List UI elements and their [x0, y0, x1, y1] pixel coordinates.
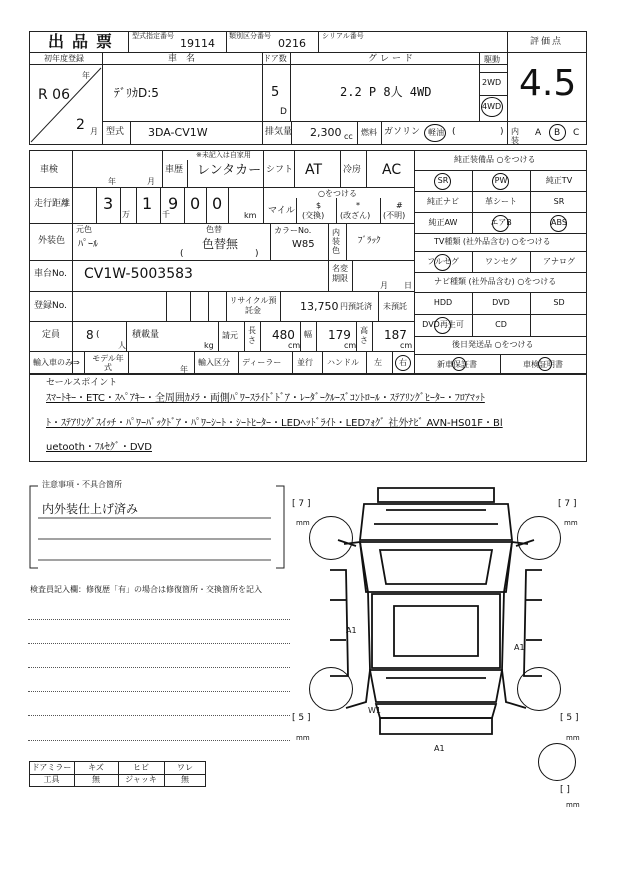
legend-cell: 無	[181, 775, 189, 784]
sales-point-line-1: ｽﾏｰﾄｷｰ・ETC・ｽﾍﾟｱｷｰ・全周囲ｶﾒﾗ・両側ﾊﾟﾜｰｽﾗｲﾄﾞﾄﾞｱ・ﾚｰﾀﾞｰｸﾙｰｽﾞｺﾝﾄﾛｰﾙ・ｽﾃｱﾘﾝｸﾞﾋｰﾀｰ・ﾌﾛｱﾏｯﾄ	[46, 393, 485, 404]
tv-divider	[530, 251, 531, 272]
mileage-hash: #	[396, 201, 403, 210]
drive-2wd: 2WD	[482, 78, 502, 87]
history-value: レンタカー	[197, 163, 262, 178]
mileage-mile: マイル	[268, 206, 295, 216]
model-year-label: モデル年式	[92, 354, 124, 372]
mileage-digit-4: 0	[190, 194, 201, 213]
handle-right: 右	[399, 358, 407, 367]
factory-item: SR	[437, 175, 449, 185]
fuel-label: 燃料	[361, 128, 377, 137]
import-dealer: ディーラー	[242, 358, 282, 367]
tv-divider	[472, 251, 473, 272]
nav-item: SD	[553, 298, 565, 307]
mm-fr: mm	[564, 519, 578, 527]
interior-a: A	[535, 128, 542, 138]
ac-label: 冷房	[343, 165, 362, 175]
color-no-label: カラーNo.	[274, 226, 312, 235]
tv-item: ワンセグ	[485, 256, 517, 266]
model-label: 型式	[106, 127, 125, 137]
nav-divider	[530, 314, 531, 336]
history-label: 車歴	[165, 165, 184, 175]
model-code: 3DA-CV1W	[148, 126, 208, 139]
width-value: 179	[328, 328, 351, 342]
legend-col	[74, 761, 75, 787]
orig-color-label: 元色	[76, 225, 92, 234]
fuel-paren-close: )	[500, 127, 504, 137]
drive-label: 駆動	[484, 55, 500, 64]
factory-item: PW	[494, 175, 508, 185]
factory-divider	[472, 212, 473, 233]
nav-rowline	[414, 314, 587, 315]
mileage-label: 走行距離	[34, 199, 71, 209]
legend-col	[118, 761, 119, 787]
factory-item: 純正ナビ	[427, 196, 459, 206]
serial-label: シリアル番号	[322, 32, 364, 40]
legend-cell: キズ	[88, 763, 104, 772]
legend-cell: ジャッキ	[125, 775, 157, 784]
load-unit: kg	[204, 341, 214, 350]
nav-circle	[434, 317, 451, 334]
notes-text: 内外装仕上げ済み	[42, 502, 139, 516]
mileage-digit-5: 0	[212, 194, 223, 213]
inspector-note: 検査員記入欄：修復歴「有」の場合は修復箇所・交換箇所を記入	[30, 585, 262, 594]
width-unit: cm	[344, 341, 357, 350]
mileage-unit-km: km	[244, 211, 257, 220]
factory-circle	[492, 215, 509, 232]
sales-point-line-3: uetooth・ﾌﾙｾｸﾞ・DVD	[46, 442, 152, 453]
class-no-label: 類別区分番号	[229, 32, 271, 40]
int-color-label: 内装色	[332, 228, 340, 255]
wheel-front-right	[517, 516, 561, 560]
grade-value: 2.2 P 8人 4WD	[340, 85, 432, 99]
tv-title: TV種類 (社外品含む) ○をつける	[434, 237, 551, 246]
handle-label: ハンドル	[327, 358, 359, 367]
length-label: 長さ	[248, 326, 256, 345]
factory-divider	[530, 191, 531, 212]
orig-color: ﾊﾟｰﾙ	[78, 239, 98, 250]
later-item: 新車保証書	[437, 360, 477, 369]
inspection-month: 月	[147, 177, 155, 186]
mileage-star: *	[356, 201, 360, 210]
color-change-value: 色替無	[202, 237, 239, 251]
sheet-title: 出品票	[48, 32, 121, 51]
width-label: 幅	[304, 330, 312, 339]
nav-title: ナビ種類 (社外品含む) ○をつける	[434, 277, 557, 286]
evaluation-score: 4.5	[519, 63, 577, 104]
interior-b-circle	[549, 124, 566, 141]
length-unit: cm	[288, 341, 301, 350]
mileage-circle-note: ○をつける	[318, 189, 357, 198]
factory-rowline	[414, 191, 587, 192]
handle-right-circle	[395, 355, 411, 371]
damage-mark-1: A1	[346, 626, 357, 635]
mileage-unit-man: 万	[122, 210, 130, 219]
nav-divider	[472, 292, 473, 314]
recycle-unit: 円預託済	[340, 302, 372, 311]
type-no-label: 型式指定番号	[132, 32, 174, 40]
load-label: 積載量	[132, 330, 160, 340]
damage-mark-4: A1	[434, 744, 445, 753]
car-name: ﾃﾞﾘｶD:5	[114, 86, 159, 100]
recycle-label: リサイクル預託金	[229, 296, 277, 315]
damage-mark-2: A1	[514, 643, 525, 652]
legend-cell: ワレ	[177, 763, 193, 772]
spare-tire	[538, 743, 576, 781]
nav-divider	[530, 292, 531, 314]
chassis-label: 車台No.	[34, 269, 67, 279]
drive-4wd-circle	[481, 97, 503, 117]
fuel-paren-open: (	[452, 127, 456, 137]
exterior-label: 外装色	[38, 236, 66, 246]
later-circle	[452, 357, 466, 371]
height-unit: cm	[400, 341, 413, 350]
tire-rear-left: [ 5 ]	[292, 713, 311, 723]
interior-label: 内装	[511, 127, 519, 145]
car-name-label: 車 名	[168, 54, 196, 64]
factory-divider	[472, 191, 473, 212]
nav-item: HDD	[433, 298, 453, 307]
mm-rl: mm	[296, 734, 310, 742]
later-circle	[538, 357, 552, 371]
factory-item: 純正AW	[428, 217, 458, 227]
color-change-label: 色替	[206, 225, 222, 234]
factory-circle	[492, 173, 509, 190]
notes-bracket	[26, 484, 288, 572]
capacity-unit: 人	[118, 341, 126, 350]
capacity-value: 8	[86, 328, 94, 342]
fuel-gasoline: ガソリン	[384, 127, 421, 137]
tv-circle	[434, 254, 451, 271]
mileage-digit-2: 1	[142, 194, 153, 213]
factory-divider	[472, 170, 473, 191]
legend-cell: 工具	[43, 775, 60, 784]
later-title: 後日発送品 ○をつける	[452, 340, 534, 349]
factory-divider	[530, 170, 531, 191]
import-parallel: 並行	[297, 358, 313, 367]
history-note: ※未記入は自家用	[196, 151, 251, 159]
factory-circle	[550, 215, 567, 232]
tv-item: フルセグ	[427, 256, 459, 266]
door-suffix: D	[280, 107, 287, 117]
length-value: 480	[272, 328, 295, 342]
import-division-label: 輸入区分	[198, 358, 230, 367]
tire-front-left: [ 7 ]	[292, 499, 311, 509]
interior-c: C	[573, 128, 580, 138]
factory-item: ABS	[551, 217, 567, 227]
color-paren-close: )	[255, 249, 259, 259]
nav-item: DVD再生可	[422, 320, 464, 329]
class-no: 0216	[278, 37, 306, 50]
factory-item: SR	[553, 196, 565, 206]
legend-col	[164, 761, 165, 787]
expiry-day: 日	[404, 281, 412, 290]
shift-label: シフト	[266, 165, 294, 175]
mileage-digit-1: 3	[103, 194, 114, 213]
car-diagram	[316, 480, 556, 760]
later-divider	[500, 354, 501, 374]
sales-point-line-2: ﾄ・ｽﾃｱﾘﾝｸﾞｽｲｯﾁ・ﾊﾟﾜｰﾊﾞｯｸﾄﾞｱ・ﾊﾟﾜｰｼｰﾄ・ｼｰﾄﾋｰﾀｰ・LEDﾍｯﾄﾞﾗｲﾄ・LEDﾌｫｸﾞ 社外ﾅﾋﾞ AVN-HS01F・Bl	[46, 418, 503, 429]
mileage-dollar: $	[316, 201, 322, 210]
mileage-digit-3: 9	[168, 194, 179, 213]
not-deposited: 未預託	[383, 302, 407, 311]
mileage-exchange: (交換)	[302, 211, 325, 220]
legend-cell: 無	[92, 775, 100, 784]
tire-spare: [ ]	[560, 785, 570, 795]
score-label: 評価点	[530, 37, 564, 47]
displacement-unit: cc	[344, 132, 353, 141]
factory-rowline	[414, 212, 587, 213]
expiry-month: 月	[380, 281, 388, 290]
shift-value: AT	[305, 162, 323, 178]
factory-item: 革シート	[485, 196, 517, 206]
color-no: W85	[292, 239, 315, 250]
interior-b: B	[554, 128, 561, 138]
wheel-rear-left	[309, 667, 353, 711]
handle-left: 左	[374, 358, 382, 367]
registration-label: 登録No.	[34, 301, 67, 311]
first-reg-year: R 06	[38, 87, 70, 103]
fuel-circle	[424, 124, 446, 142]
capacity-paren: (	[96, 330, 100, 340]
tire-front-right: [ 7 ]	[558, 499, 577, 509]
capacity-label: 定員	[42, 330, 61, 340]
int-color: ﾌﾞﾗｯｸ	[358, 236, 381, 246]
first-reg-month-unit: 月	[90, 127, 98, 136]
displacement-label: 排気量	[265, 127, 293, 137]
height-label: 高さ	[360, 326, 368, 345]
wheel-front-left	[309, 516, 353, 560]
model-year-unit: 年	[180, 365, 188, 374]
notes-label: 注意事項・不具合箇所	[42, 480, 122, 489]
recycle-amount: 13,750	[300, 300, 339, 313]
first-reg-year-unit: 年	[82, 71, 90, 80]
chassis-no: CV1W-5003583	[84, 266, 193, 282]
grade-label: グレード	[368, 54, 417, 64]
mm-spare: mm	[566, 801, 580, 809]
factory-circle	[434, 173, 451, 190]
mileage-tampered: (改ざん)	[340, 211, 371, 220]
inspection-year: 年	[108, 177, 116, 186]
factory-divider	[530, 212, 531, 233]
type-no: 19114	[180, 37, 215, 50]
legend-cell: ドアミラー	[31, 763, 72, 772]
mm-fl: mm	[296, 519, 310, 527]
doors-label: ドア数	[263, 54, 287, 63]
ac-value: AC	[382, 162, 402, 178]
import-label: 輸入車のみ⇒	[33, 358, 80, 367]
first-reg-month: 2	[76, 117, 85, 133]
tv-item: アナログ	[543, 256, 575, 266]
note-label: 請元	[222, 331, 238, 340]
first-reg-label: 初年度登録	[44, 54, 84, 63]
mileage-unit-sen: 千	[162, 210, 170, 219]
wheel-rear-right	[517, 667, 561, 711]
displacement-value: 2,300	[310, 126, 342, 139]
fuel-diesel: 軽油	[428, 128, 444, 137]
mileage-unknown: (不明)	[383, 211, 406, 220]
drive-4wd: 4WD	[482, 102, 502, 111]
mm-rr: mm	[566, 734, 580, 742]
height-value: 187	[384, 328, 407, 342]
nav-item: DVD	[492, 298, 510, 307]
door-count: 5	[271, 85, 280, 100]
legend-cell: ヒビ	[133, 763, 149, 772]
nav-divider	[472, 314, 473, 336]
nav-item: CD	[495, 320, 507, 329]
factory-item: 純正TV	[545, 175, 573, 185]
color-paren-open: (	[180, 249, 184, 259]
sales-point-label: セールスポイント	[46, 378, 118, 388]
expiry-label: 名変期限	[332, 264, 348, 283]
damage-mark-3: W1	[368, 706, 381, 715]
factory-title: 純正装備品 ○をつける	[454, 155, 536, 164]
factory-item: エアB	[490, 217, 512, 227]
later-item: 車検証明書	[523, 360, 563, 369]
tire-rear-right: [ 5 ]	[560, 713, 579, 723]
inspection-label: 車検	[40, 165, 59, 175]
